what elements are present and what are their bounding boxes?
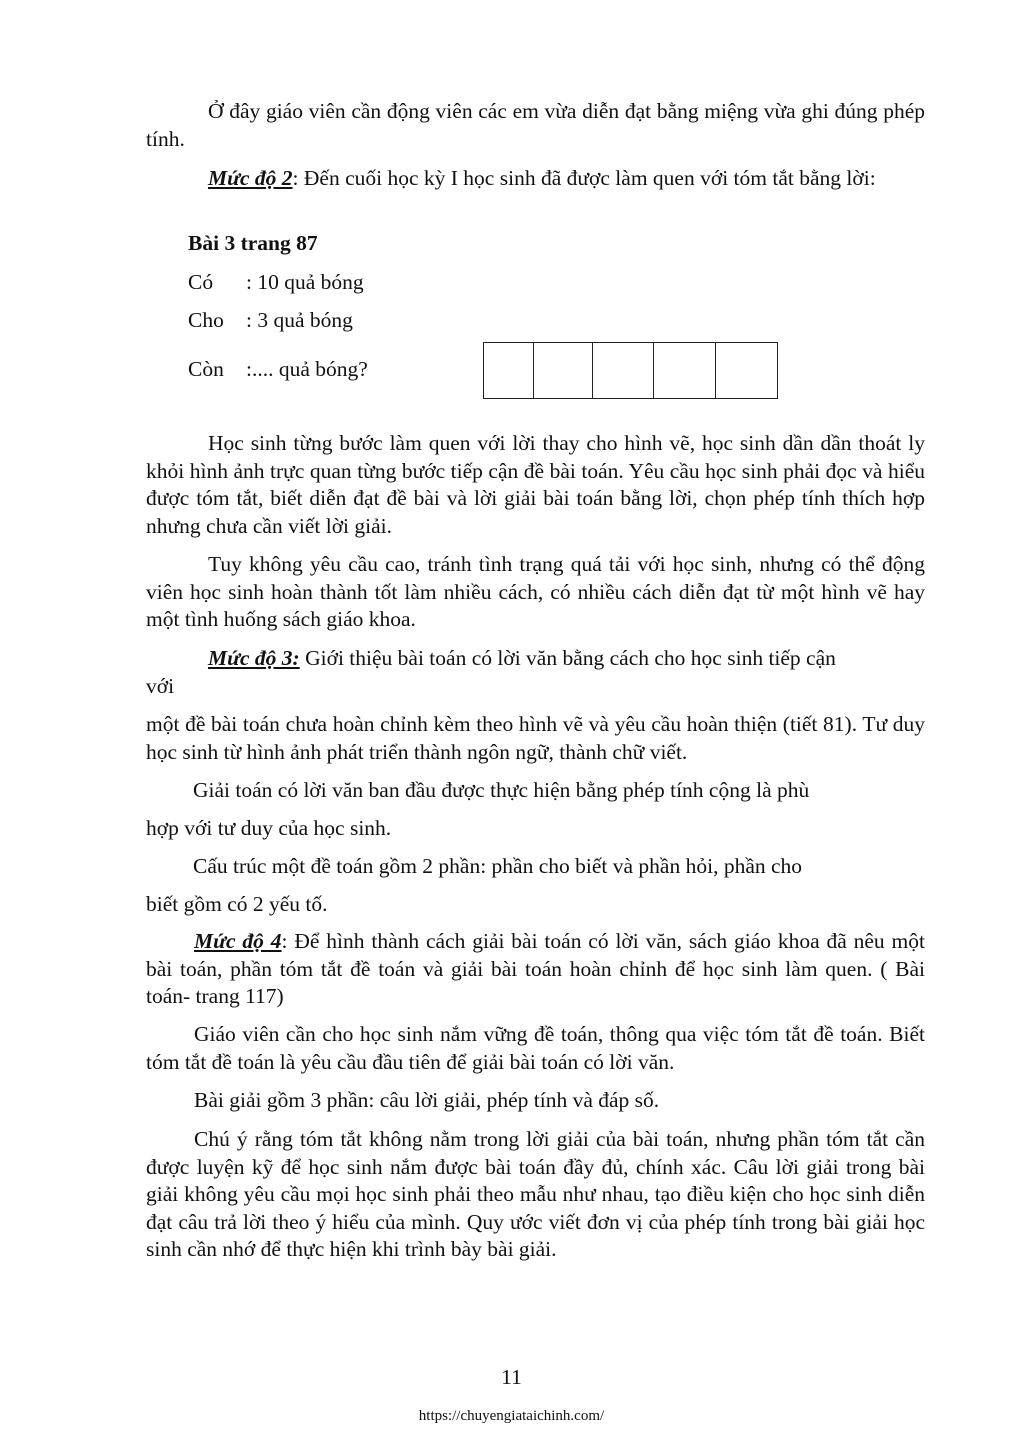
paragraph-teacher: Giáo viên cần cho học sinh nắm vững đề toán, thông qua việc tóm tắt đề toán. Biết tóm tắt đề toán là yêu cầu đầu tiên để giải bài toán có lời văn.: [146, 1022, 925, 1074]
exercise-row-co: [188, 268, 364, 296]
footer-url[interactable]: https://chuyengiataichinh.com/: [418, 1408, 605, 1424]
paragraph-addition-line-1: Giải toán có lời văn ban đầu được thực hiện bằng phép tính cộng là phù: [193, 778, 810, 802]
paragraph-level-3-heading: [146, 645, 925, 700]
paragraph-level-2: [146, 165, 925, 193]
exercise-row-value: : 3 quả bóng: [246, 308, 353, 332]
exercise-title: Bài 3 trang 87: [188, 231, 318, 255]
paragraph-level-3-body: một đề bài toán chưa hoàn chỉnh kèm theo hình vẽ và yêu cầu hoàn thiện (tiết 81). Tư duy học sinh từ hình ảnh phát triển thành ngôn ngữ, thành chữ viết.: [146, 712, 925, 764]
exercise-row-label: Còn: [188, 357, 224, 381]
answer-box: [654, 343, 716, 398]
paragraph-level-4: [146, 928, 925, 1011]
level-3-label: Mức độ 3:: [208, 646, 300, 670]
paragraph-structure-line-2: biết gồm có 2 yếu tố.: [146, 892, 328, 916]
paragraph-no-high-requirement: Tuy không yêu cầu cao, tránh tình trạng quá tải với học sinh, nhưng có thể động viên học sinh hoàn thành tốt làm nhiều cách, có nhiều cách diễn đạt từ một hình vẽ hay một tình huống sách giáo khoa.: [146, 552, 925, 631]
answer-box: [484, 343, 534, 398]
answer-box: [593, 343, 654, 398]
exercise-row-label: Có: [188, 270, 214, 294]
exercise-row-cho: [188, 306, 353, 334]
exercise-row-value: :.... quả bóng?: [246, 357, 368, 381]
paragraph-step-by-step: Học sinh từng bước làm quen với lời thay cho hình vẽ, học sinh dần dần thoát ly khỏi hình ảnh trực quan từng bước tiếp cận đề bài toán. Yêu cầu học sinh phải đọc và hiểu được tóm tắt, biết diễn đạt đề bài và lời giải bài toán bằng lời, chọn phép tính thích hợp nhưng chưa cần viết lời giải.: [146, 431, 925, 538]
paragraph-solution-parts: Bài giải gồm 3 phần: câu lời giải, phép tính và đáp số.: [194, 1088, 660, 1112]
answer-box: [716, 343, 777, 398]
answer-box: [534, 343, 593, 398]
level-3-text-wrap: với: [146, 673, 175, 698]
level-4-label: Mức độ 4: [194, 929, 282, 953]
paragraph-structure-line-1: Cấu trúc một đề toán gồm 2 phần: phần cho biết và phần hỏi, phần cho: [193, 854, 803, 878]
paragraph-addition-line-2: hợp với tư duy của học sinh.: [146, 816, 392, 840]
answer-boxes: [483, 342, 778, 399]
level-2-text: : Đến cuối học kỳ I học sinh đã được làm quen với tóm tắt bằng lời:: [292, 166, 876, 190]
level-3-text: Giới thiệu bài toán có lời văn bằng cách cho học sinh tiếp cận: [299, 646, 836, 670]
exercise-row-con: [188, 355, 368, 383]
exercise-row-label: Cho: [188, 308, 224, 332]
paragraph-note: Chú ý rằng tóm tắt không nằm trong lời giải của bài toán, nhưng phần tóm tắt cần được luyện kỹ để học sinh nắm được bài toán đầy đủ, chính xác. Câu lời giải trong bài giải không yêu cầu mọi học sinh phải theo mẫu như nhau, tạo điều kiện cho học sinh diễn đạt câu trả lời theo ý hiểu của mình. Quy ước viết đơn vị của phép tính trong bài giải học sinh cần nhớ để thực hiện khi trình bày bài giải.: [146, 1127, 925, 1261]
paragraph-intro: Ở đây giáo viên cần động viên các em vừa diễn đạt bằng miệng vừa ghi đúng phép tính.: [146, 99, 925, 151]
page-number: 11: [501, 1365, 522, 1389]
level-2-label: Mức độ 2: [208, 166, 293, 190]
exercise-row-value: : 10 quả bóng: [246, 270, 364, 294]
level-4-text: : Để hình thành cách giải bài toán có lời văn, sách giáo khoa đã nêu một bài toán, phần tóm tắt đề toán và giải bài toán hoàn chỉnh để học sinh làm quen. ( Bài toán- trang 117): [146, 929, 925, 1008]
